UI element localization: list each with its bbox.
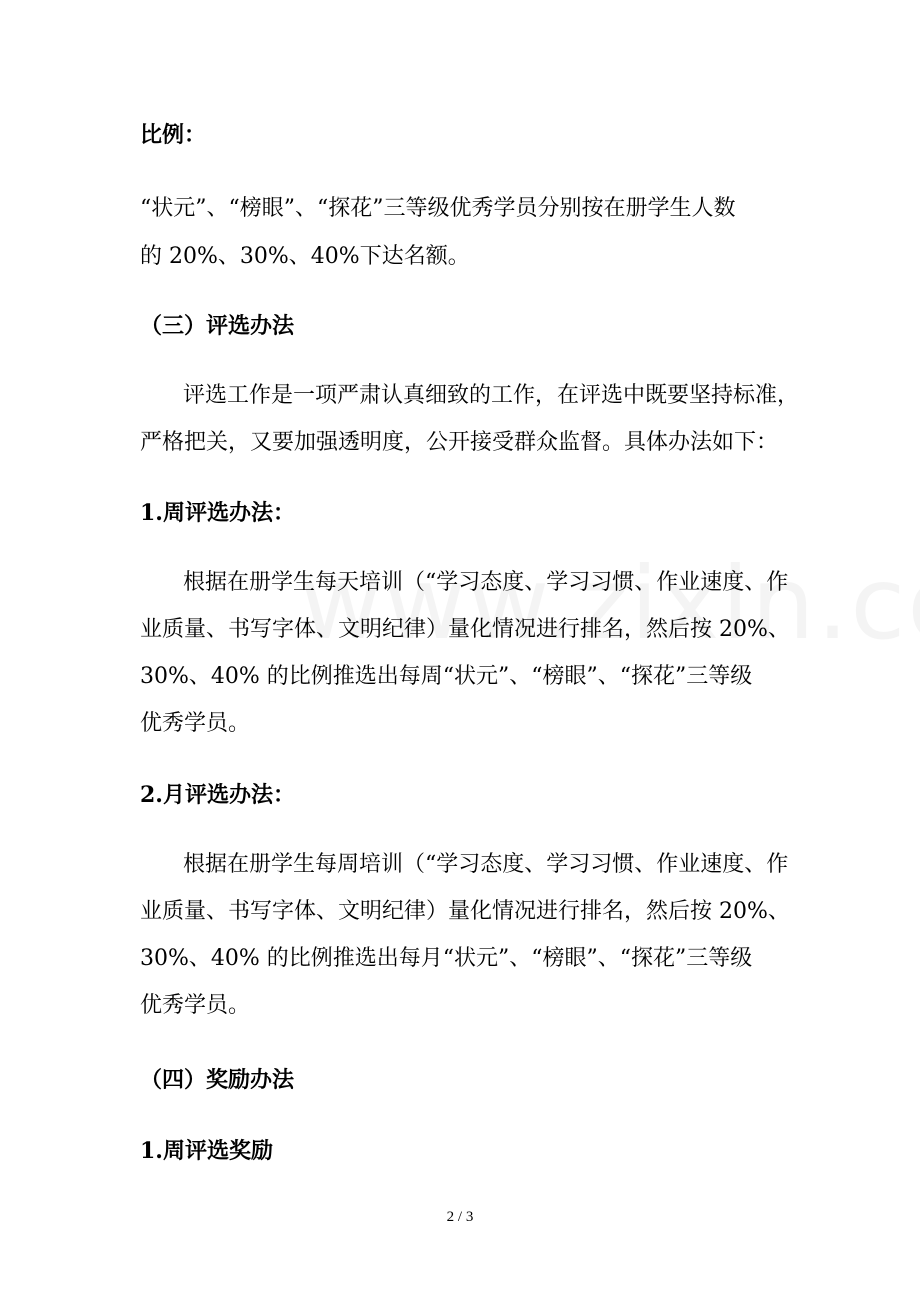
section-3-heading: （三）评选办法 — [140, 313, 295, 339]
section-3-paragraph-line-1: 评选工作是一项严肃认真细致的工作，在评选中既要坚持标准， — [183, 383, 800, 408]
monthly-method-heading: 2.月评选办法： — [140, 782, 295, 808]
weekly-method-heading: 1.周评选办法： — [140, 500, 295, 526]
monthly-method-line-3: 30%、40% 的比例推选出每月“状元”、“榜眼”、“探花”三等级 — [140, 946, 753, 971]
weekly-reward-heading: 1.周评选奖励 — [140, 1138, 273, 1164]
monthly-method-line-2: 业质量、书写字体、文明纪律）量化情况进行排名，然后按 20%、 — [140, 899, 790, 924]
weekly-method-line-2: 业质量、书写字体、文明纪律）量化情况进行排名，然后按 20%、 — [140, 617, 790, 642]
section-3-paragraph-line-2: 严格把关，又要加强透明度，公开接受群众监督。具体办法如下： — [140, 430, 779, 455]
page-number: 2 / 3 — [446, 1209, 474, 1225]
monthly-method-line-4: 优秀学员。 — [140, 993, 251, 1018]
ratio-heading: 比例： — [140, 122, 207, 148]
weekly-method-line-4: 优秀学员。 — [140, 711, 251, 736]
section-4-heading: （四）奖励办法 — [140, 1067, 295, 1093]
weekly-method-line-3: 30%、40% 的比例推选出每周“状元”、“榜眼”、“探花”三等级 — [140, 664, 753, 689]
weekly-method-line-1: 根据在册学生每天培训（“学习态度、学习习惯、作业速度、作 — [183, 570, 789, 595]
ratio-paragraph-line-2: 的 20%、30%、40%下达名额。 — [140, 244, 470, 269]
monthly-method-line-1: 根据在册学生每周培训（“学习态度、学习习惯、作业速度、作 — [183, 852, 789, 877]
ratio-paragraph-line-1: “状元”、“榜眼”、“探花”三等级优秀学员分别按在册学生人数 — [140, 196, 736, 221]
